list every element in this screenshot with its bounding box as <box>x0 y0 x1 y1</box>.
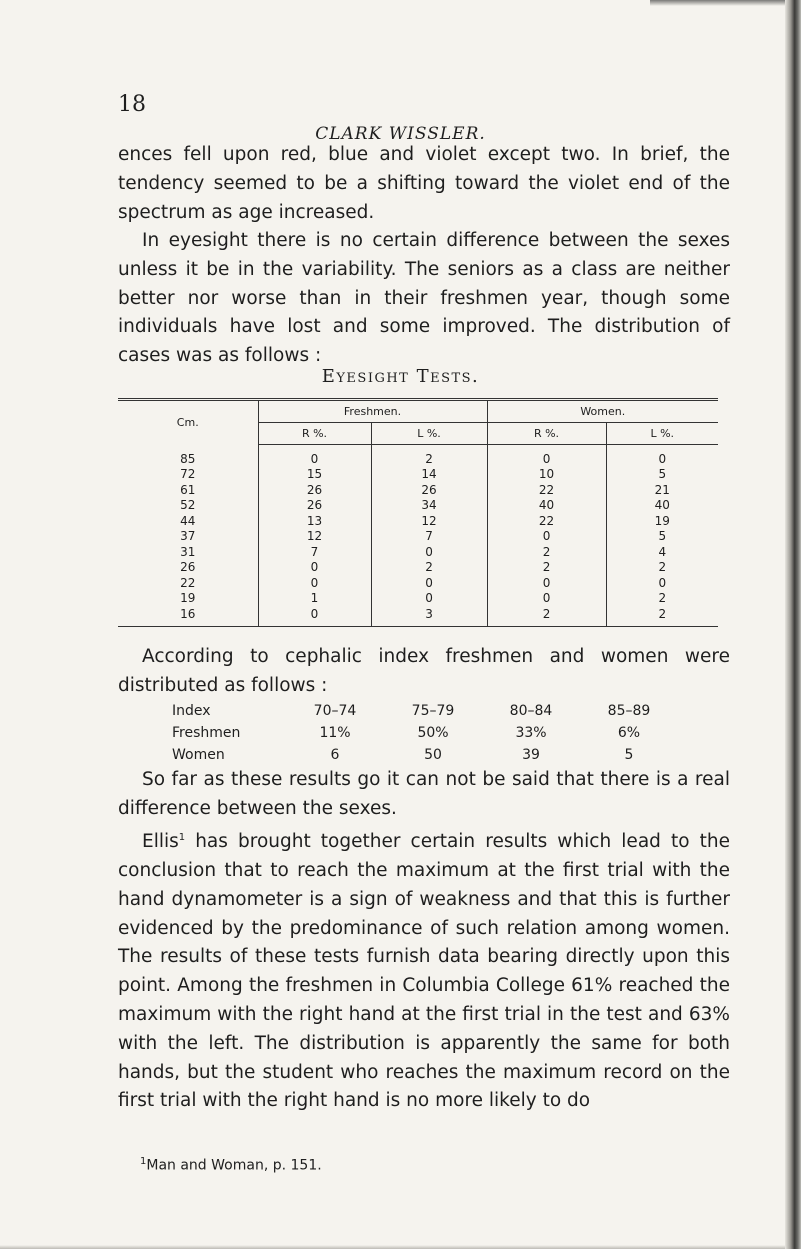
cell-women-right: 2 <box>487 560 606 576</box>
table-row <box>118 467 718 483</box>
cell-women-right: 2 <box>487 544 606 560</box>
cell-freshmen-right: 1 <box>258 591 371 607</box>
ellis-name: Ellis <box>142 831 179 853</box>
cell-value: 5 <box>624 747 634 763</box>
cell-value: 6% <box>617 725 641 741</box>
footnote-ref: 1 <box>178 832 186 843</box>
cell-women-left: 2 <box>606 606 718 626</box>
cell-cm: 72 <box>180 467 196 482</box>
cell-freshmen-left: 14 <box>371 467 487 483</box>
cell-freshmen-left: 7 <box>371 529 487 545</box>
column-group-freshmen: Freshmen. <box>258 400 487 423</box>
cell-women-right: 40 <box>487 498 606 514</box>
cell-header-label: Index <box>172 703 211 719</box>
cell-women-left: 2 <box>606 591 718 607</box>
cell-cm: 61 <box>180 482 196 497</box>
footnote <box>140 1156 322 1174</box>
table-row <box>118 498 718 514</box>
cell-women-left: 0 <box>606 575 718 591</box>
page-number: 18 <box>118 92 146 117</box>
cell-women-left: 19 <box>606 513 718 529</box>
cell-women-left: 4 <box>606 544 718 560</box>
cell-women-right: 0 <box>487 591 606 607</box>
cell-freshmen-right: 0 <box>258 560 371 576</box>
table-row <box>172 700 678 722</box>
cell-freshmen-left: 2 <box>371 560 487 576</box>
running-head: CLARK WISSLER. <box>315 124 486 144</box>
cell-freshmen-right: 13 <box>258 513 371 529</box>
cell-women-left: 21 <box>606 482 718 498</box>
cell-women-right: 10 <box>487 467 606 483</box>
cell-women-right: 0 <box>487 575 606 591</box>
column-header-cm: Cm. <box>118 400 258 445</box>
table-row <box>118 575 718 591</box>
eyesight-table <box>118 398 718 627</box>
cell-cm: 52 <box>180 498 196 513</box>
cell-cm: 16 <box>118 606 258 626</box>
table-row <box>172 722 678 744</box>
page-edge-bottom-shadow <box>0 1245 785 1249</box>
cell-header-range: 85–89 <box>607 703 651 719</box>
cell-freshmen-left: 0 <box>371 591 487 607</box>
table-row <box>118 529 718 545</box>
cell-cm: 31 <box>180 544 196 559</box>
cell-freshmen-right: 12 <box>258 529 371 545</box>
cell-freshmen-left: 12 <box>371 513 487 529</box>
column-header-women-right: R %. <box>487 423 606 445</box>
paragraph-spectrum: ences fell upon red, blue and violet except two. In brief, the tendency seemed to be a shifting toward the violet end of the spectrum as age increased. <box>118 144 730 223</box>
footnote-mark: 1 <box>140 1156 147 1167</box>
cell-freshmen-left: 26 <box>371 482 487 498</box>
paragraph-eyesight: In eyesight there is no certain difference between the sexes unless it be in the variability. The seniors as a class are neither better nor worse than in their freshmen year, though some individuals have lost and some improved. The distribution of cases was as follows : <box>118 230 730 367</box>
cell-women-right: 0 <box>487 445 606 467</box>
cell-cm: 37 <box>180 529 196 544</box>
column-header-freshmen-left: L %. <box>371 423 487 445</box>
cell-freshmen-left: 3 <box>371 606 487 626</box>
page-edge-top-shadow <box>650 0 801 6</box>
eyesight-table-title: Eyesight Tests. <box>321 366 480 387</box>
cell-women-left: 5 <box>606 529 718 545</box>
table-row <box>118 544 718 560</box>
cell-women-right: 2 <box>487 606 606 626</box>
footnote-text: Man and Woman, p. 151. <box>146 1157 322 1174</box>
cell-cm: 85 <box>180 451 196 466</box>
cell-freshmen-left: 34 <box>371 498 487 514</box>
cell-value: 6 <box>330 747 340 763</box>
cephalic-index-table <box>172 700 678 766</box>
table-row <box>118 606 718 626</box>
cell-women-right: 22 <box>487 482 606 498</box>
cell-freshmen-right: 15 <box>258 467 371 483</box>
cell-women-right: 22 <box>487 513 606 529</box>
cell-value: 50 <box>424 747 442 763</box>
table-row <box>118 591 718 607</box>
cell-cm: 26 <box>180 560 196 575</box>
table-row <box>118 482 718 498</box>
paragraph-conclusion: So far as these results go it can not be said that there is a real difference between the sexes. <box>118 769 730 819</box>
cell-row-label: Freshmen <box>172 725 241 741</box>
column-header-freshmen-right: R %. <box>258 423 371 445</box>
cell-women-left: 0 <box>606 445 718 467</box>
column-header-women-left: L %. <box>606 423 718 445</box>
cell-women-right: 0 <box>487 529 606 545</box>
cell-freshmen-right: 0 <box>258 606 371 626</box>
cell-women-left: 5 <box>606 467 718 483</box>
table-row <box>118 560 718 576</box>
cell-cm: 22 <box>180 575 196 590</box>
page-edge-right-shadow <box>785 0 801 1249</box>
column-group-women: Women. <box>487 400 718 423</box>
cell-value: 33% <box>515 725 547 741</box>
cell-header-range: 80–84 <box>509 703 553 719</box>
cell-women-left: 40 <box>606 498 718 514</box>
table-row <box>172 744 678 766</box>
cell-freshmen-left: 0 <box>371 575 487 591</box>
cell-header-range: 75–79 <box>411 703 455 719</box>
cell-row-label: Women <box>172 747 225 763</box>
cell-cm: 44 <box>180 513 196 528</box>
paragraph-ellis <box>118 824 730 1116</box>
cell-cm: 19 <box>180 591 196 606</box>
cell-value: 50% <box>417 725 449 741</box>
paragraph-cephalic-intro: According to cephalic index freshmen and women were distributed as follows : <box>118 646 730 696</box>
cell-freshmen-right: 0 <box>258 575 371 591</box>
cell-freshmen-right: 26 <box>258 482 371 498</box>
cell-freshmen-right: 26 <box>258 498 371 514</box>
cell-freshmen-left: 2 <box>371 445 487 467</box>
cell-freshmen-left: 0 <box>371 544 487 560</box>
cell-freshmen-right: 7 <box>258 544 371 560</box>
table-row <box>118 513 718 529</box>
cell-freshmen-right: 0 <box>258 445 371 467</box>
cell-value: 39 <box>522 747 540 763</box>
cell-women-left: 2 <box>606 560 718 576</box>
table-row <box>118 445 718 467</box>
cell-header-range: 70–74 <box>313 703 357 719</box>
ellis-text: has brought together certain results which lead to the conclusion that to reach the maximum at the first trial with the hand dynamometer is a sign of weakness and that this is further evidenced by the predominance of such relation among women. The results of these tests furnish data bearing directly upon this point. Among the freshmen in Columbia College 61% reached the maximum with the right hand at the first trial in the test and 63% with the left. The distribution is apparently the same for both hands, but the student who reaches the maximum record on the first trial with the right hand is no more likely to do <box>118 831 730 1112</box>
cell-value: 11% <box>319 725 351 741</box>
